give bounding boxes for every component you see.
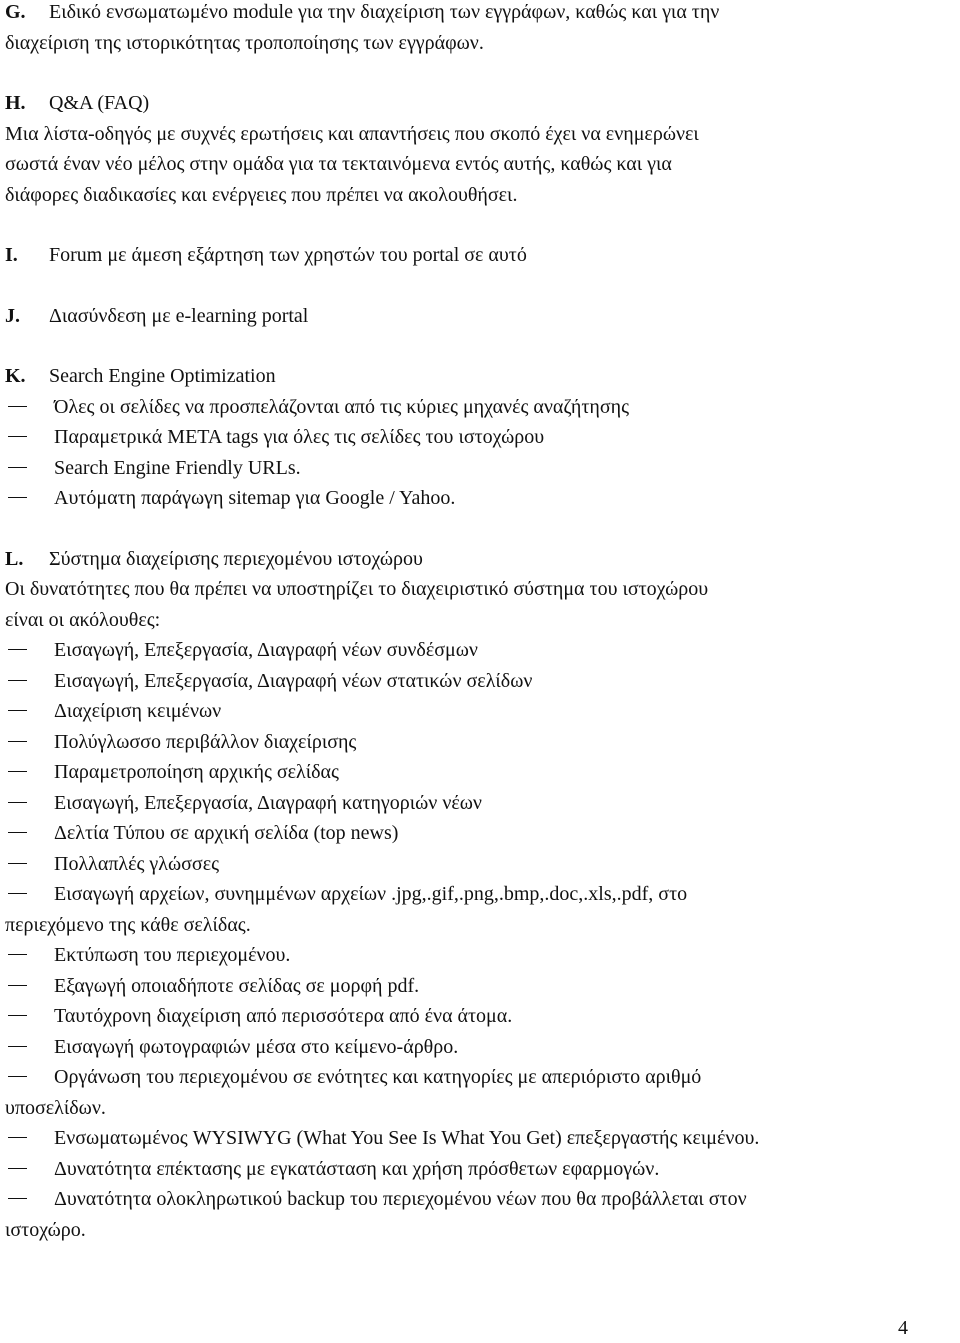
cms-list-item: Δυνατότητα ολοκληρωτικού backup του περιεχομένου νέων που θα προβάλλεται στον (5, 1184, 955, 1215)
section-g-letter: G. (5, 1, 26, 23)
dash-bullet-icon (8, 1076, 27, 1077)
cms-list-item: Πολλαπλές γλώσσες (5, 849, 955, 880)
section-l-intro-1: Οι δυνατότητες που θα πρέπει να υποστηρίζει το διαχειριστικό σύστημα του ιστοχώρου (5, 578, 709, 600)
section-j-title: Διασύνδεση με e-learning portal (49, 304, 309, 327)
dash-bullet-icon (8, 1168, 27, 1169)
dash-bullet-icon (8, 406, 27, 407)
dash-bullet-icon (8, 954, 27, 955)
section-g-line-1 (5, 0, 955, 28)
seo-list-item: Search Engine Friendly URLs. (5, 453, 955, 484)
cms-list-item: Διαχείριση κειμένων (5, 696, 955, 727)
cms-list-item: Εξαγωγή οποιαδήποτε σελίδας σε μορφή pdf. (5, 971, 955, 1002)
dash-bullet-icon (8, 1015, 27, 1016)
cms-list-item: Δυνατότητα επέκτασης με εγκατάσταση και χρήση πρόσθετων εφαρμογών. (5, 1154, 955, 1185)
dash-bullet-icon (8, 863, 27, 864)
section-l-intro-2: είναι οι ακόλουθες: (5, 608, 161, 631)
cms-list-item: Εισαγωγή αρχείων, συνημμένων αρχείων .jpg,.gif,.png,.bmp,.doc,.xls,.pdf, στο (5, 879, 955, 910)
cms-list-item-continuation: ιστοχώρο. (5, 1218, 86, 1241)
dash-bullet-icon (8, 710, 27, 711)
cms-list-item: Δελτία Τύπου σε αρχική σελίδα (top news) (5, 818, 955, 849)
section-h-body-1: Μια λίστα-οδηγός με συχνές ερωτήσεις και απαντήσεις που σκοπό έχει να ενημερώνει (5, 122, 699, 145)
seo-list-item: Όλες οι σελίδες να προσπελάζονται από τις κύριες μηχανές αναζήτησης (5, 392, 955, 423)
cms-list-item: Εισαγωγή, Επεξεργασία, Διαγραφή νέων στατικών σελίδων (5, 666, 955, 697)
cms-list-item: Ταυτόχρονη διαχείριση από περισσότερα από ένα άτομα. (5, 1001, 955, 1032)
section-j-letter: J. (5, 304, 20, 327)
seo-list-item: Παραμετρικά META tags για όλες τις σελίδες του ιστοχώρου (5, 422, 955, 453)
section-l-title: Σύστημα διαχείρισης περιεχομένου ιστοχώρου (49, 547, 423, 570)
dash-bullet-icon (8, 497, 27, 498)
cms-list-item: Εισαγωγή φωτογραφιών μέσα στο κείμενο-άρθρο. (5, 1032, 955, 1063)
section-k-title: Search Engine Optimization (49, 365, 276, 387)
section-i-heading (5, 240, 955, 271)
dash-bullet-icon (8, 985, 27, 986)
cms-list-item-continuation: περιεχόμενο της κάθε σελίδας. (5, 913, 251, 936)
dash-bullet-icon (8, 649, 27, 650)
dash-bullet-icon (8, 1046, 27, 1047)
document-page (5, 0, 955, 1245)
dash-bullet-icon (8, 741, 27, 742)
section-k-heading (5, 361, 955, 392)
section-h-body-3: διάφορες διαδικασίες και ενέργειες που πρέπει να ακολουθήσει. (5, 183, 518, 206)
section-k-letter: K. (5, 365, 26, 387)
section-i-letter: I. (5, 244, 18, 266)
dash-bullet-icon (8, 1198, 27, 1199)
cms-list-item: Ενσωματωμένος WYSIWYG (What You See Is What You Get) επεξεργαστής κειμένου. (5, 1123, 955, 1154)
section-g-text-2: διαχείριση της ιστορικότητας τροποποίησης των εγγράφων. (5, 31, 484, 54)
section-g-text-1: Ειδικό ενσωματωμένο module για την διαχείριση των εγγράφων, καθώς και για την (49, 1, 720, 23)
dash-bullet-icon (8, 680, 27, 681)
dash-bullet-icon (8, 436, 27, 437)
section-l-heading (5, 544, 955, 575)
dash-bullet-icon (8, 832, 27, 833)
section-l-letter: L. (5, 547, 24, 570)
section-h-heading (5, 88, 955, 119)
cms-list-item: Εισαγωγή, Επεξεργασία, Διαγραφή νέων συνδέσμων (5, 635, 955, 666)
page-number: 4 (898, 1316, 908, 1339)
cms-list-item: Παραμετροποίηση αρχικής σελίδας (5, 757, 955, 788)
section-h-title: Q&A (FAQ) (49, 92, 150, 114)
cms-list-item: Εκτύπωση του περιεχομένου. (5, 940, 955, 971)
dash-bullet-icon (8, 893, 27, 894)
cms-list-item: Εισαγωγή, Επεξεργασία, Διαγραφή κατηγοριών νέων (5, 788, 955, 819)
dash-bullet-icon (8, 467, 27, 468)
section-h-letter: H. (5, 92, 26, 114)
dash-bullet-icon (8, 802, 27, 803)
seo-list-item: Αυτόματη παράγωγη sitemap για Google / Yahoo. (5, 483, 955, 514)
section-h-body-2: σωστά έναν νέο μέλος στην ομάδα για τα τεκταινόμενα εντός αυτής, καθώς και για (5, 153, 672, 175)
dash-bullet-icon (8, 1137, 27, 1138)
cms-list-item-continuation: υποσελίδων. (5, 1096, 106, 1119)
cms-list-item: Πολύγλωσσο περιβάλλον διαχείρισης (5, 727, 955, 758)
dash-bullet-icon (8, 771, 27, 772)
section-i-title: Forum με άμεση εξάρτηση των χρηστών του portal σε αυτό (49, 244, 527, 266)
section-j-heading (5, 301, 955, 332)
cms-list-item: Οργάνωση του περιεχομένου σε ενότητες και κατηγορίες με απεριόριστο αριθμό (5, 1062, 955, 1093)
